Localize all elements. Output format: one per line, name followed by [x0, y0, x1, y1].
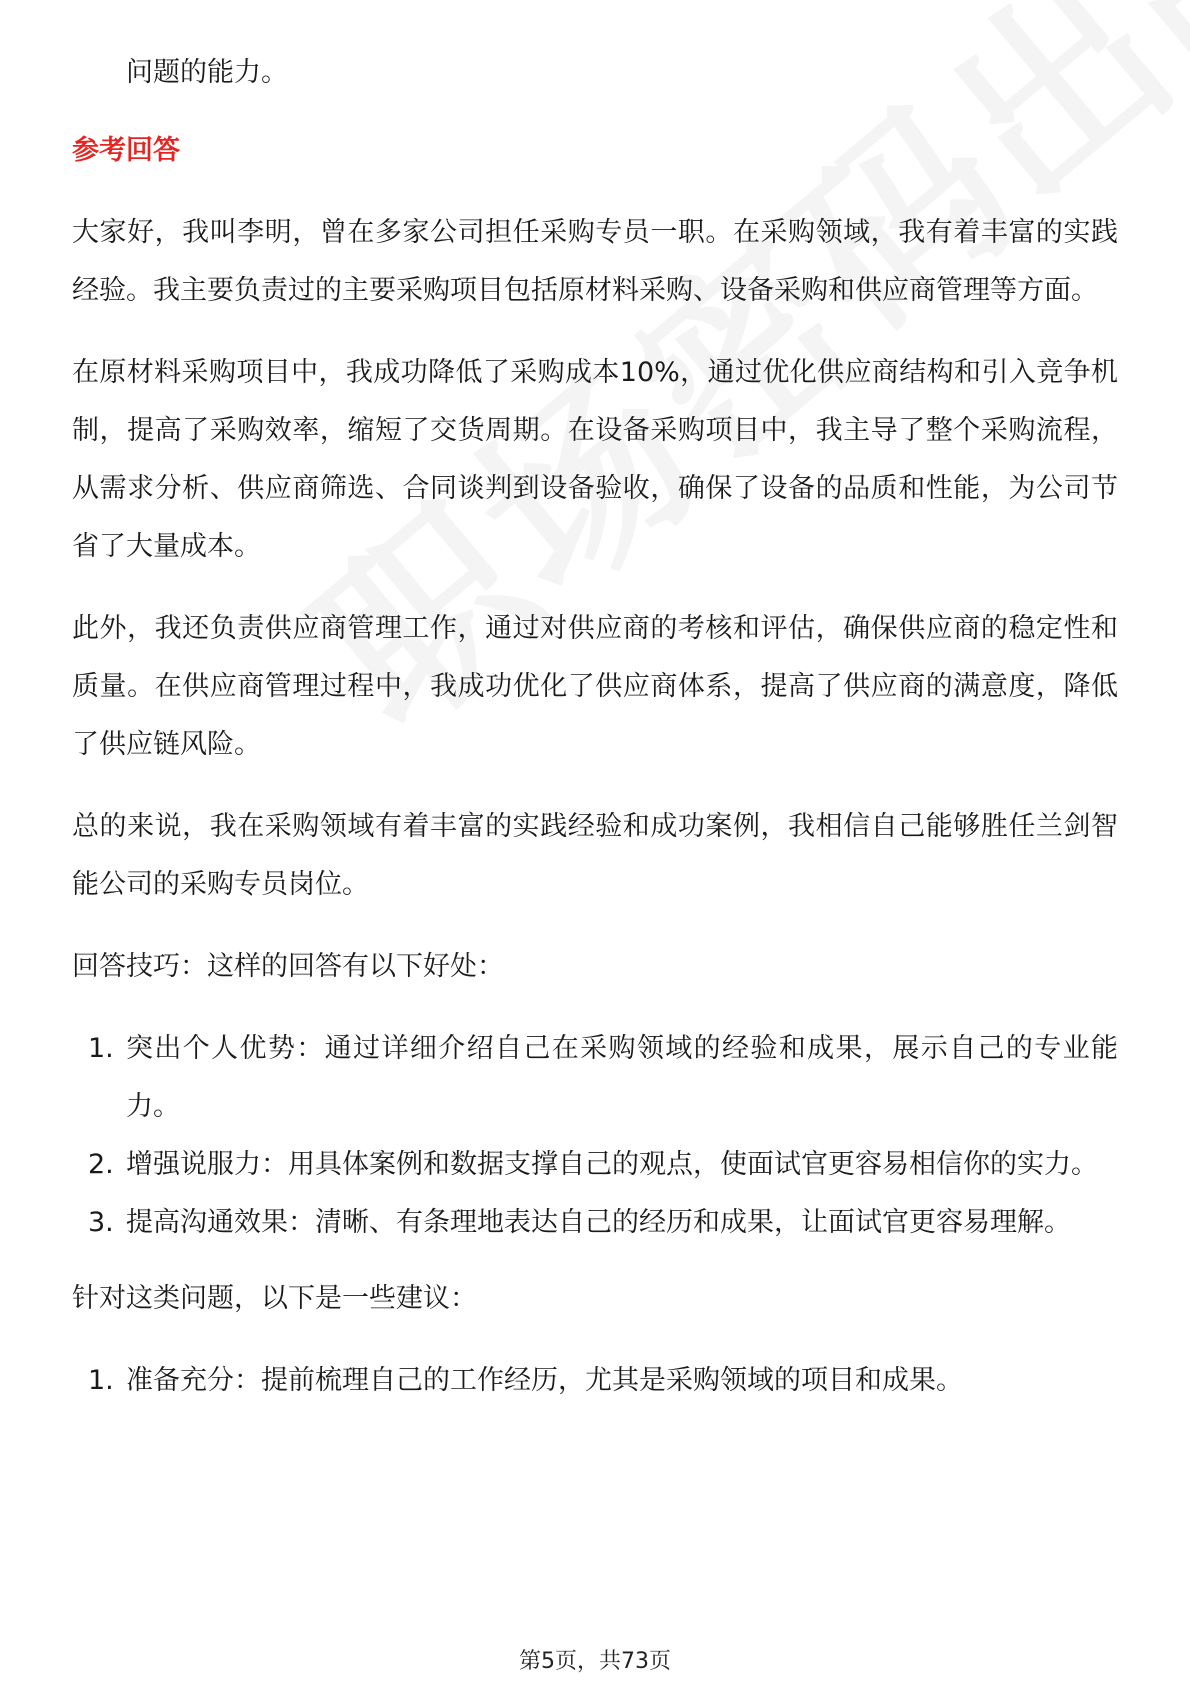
page-content [72, 44, 1118, 1428]
list-item-text: 提高沟通效果：清晰、有条理地表达自己的经历和成果，让面试官更容易理解。 [126, 1207, 1071, 1238]
advice-intro: 针对这类问题，以下是一些建议： [72, 1283, 477, 1314]
section-heading: 参考回答 [72, 135, 180, 166]
list-number: 1. [88, 1033, 114, 1064]
tips-list [72, 1020, 1118, 1252]
list-item-text: 准备充分：提前梳理自己的工作经历，尤其是采购领域的项目和成果。 [126, 1365, 963, 1396]
answer-paragraph-1: 大家好，我叫李明，曾在多家公司担任采购专员一职。在采购领域，我有着丰富的实践经验。我主要负责过的主要采购项目包括原材料采购、设备采购和供应商管理等方面。 [72, 217, 1118, 306]
continuation-text: 问题的能力。 [126, 57, 288, 88]
list-item [72, 1136, 1118, 1194]
list-number: 3. [88, 1207, 114, 1238]
list-item-text: 突出个人优势：通过详细介绍自己在采购领域的经验和成果，展示自己的专业能力。 [126, 1033, 1118, 1122]
page-footer: 第5页，共73页 [519, 1649, 671, 1674]
list-item [72, 1194, 1118, 1252]
answer-paragraph-3: 此外，我还负责供应商管理工作，通过对供应商的考核和评估，确保供应商的稳定性和质量。在供应商管理过程中，我成功优化了供应商体系，提高了供应商的满意度，降低了供应链风险。 [72, 613, 1118, 760]
advice-list [72, 1352, 1118, 1410]
answer-paragraph-2: 在原材料采购项目中，我成功降低了采购成本10%，通过优化供应商结构和引入竞争机制，提高了采购效率，缩短了交货周期。在设备采购项目中，我主导了整个采购流程，从需求分析、供应商筛选、合同谈判到设备验收，确保了设备的品质和性能，为公司节省了大量成本。 [72, 357, 1118, 562]
list-number: 2. [88, 1149, 114, 1180]
list-item [72, 1352, 1118, 1410]
list-item-text: 增强说服力：用具体案例和数据支撑自己的观点，使面试官更容易相信你的实力。 [126, 1149, 1098, 1180]
tips-intro: 回答技巧：这样的回答有以下好处： [72, 951, 504, 982]
list-number: 1. [88, 1365, 114, 1396]
list-item [72, 1020, 1118, 1136]
answer-paragraph-4: 总的来说，我在采购领域有着丰富的实践经验和成功案例，我相信自己能够胜任兰剑智能公司的采购专员岗位。 [72, 811, 1118, 900]
